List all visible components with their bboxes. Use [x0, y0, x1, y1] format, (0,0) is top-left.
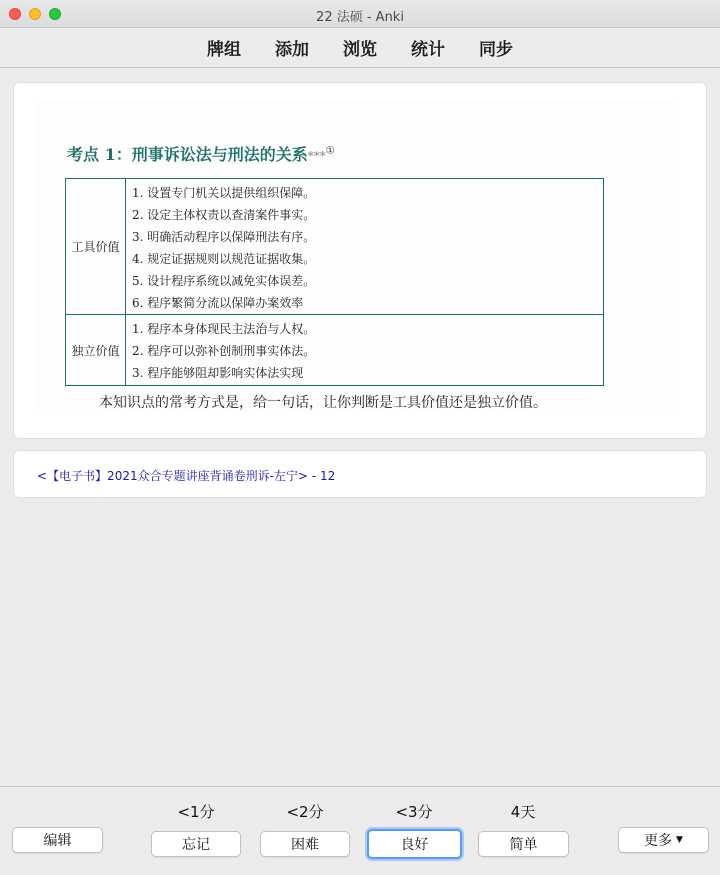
main-toolbar: [0, 28, 720, 68]
card-heading-text: 考点 1：刑事诉讼法与刑法的关系: [67, 145, 308, 164]
footnote-mark: ①: [325, 145, 335, 157]
interval-good: <3分: [395, 803, 433, 821]
table-row: [66, 315, 603, 385]
interval-hard: <2分: [286, 803, 324, 821]
toolbar-browse[interactable]: 浏览: [343, 40, 377, 60]
good-button[interactable]: 良好: [367, 829, 462, 859]
list-item: 1. 设置专门机关以提供组织保障。: [132, 186, 316, 200]
edit-button[interactable]: 编辑: [12, 827, 103, 853]
list-item: 2. 设定主体权责以查清案件事实。: [132, 208, 316, 222]
interval-easy: 4天: [510, 803, 536, 821]
table-category-cell: 工具价值: [66, 179, 126, 314]
list-item: 1. 程序本身体现民主法治与人权。: [132, 322, 316, 336]
table-category-cell: 独立价值: [66, 315, 126, 385]
title-bar: [0, 0, 720, 28]
answer-bar: [0, 786, 720, 875]
list-item: 3. 程序能够阻却影响实体法实现: [132, 366, 304, 380]
toolbar-sync[interactable]: 同步: [479, 40, 513, 60]
toolbar-decks[interactable]: 牌组: [207, 40, 241, 60]
more-button[interactable]: [618, 827, 709, 853]
interval-again: <1分: [177, 803, 215, 821]
table-items-cell: [132, 182, 599, 314]
list-item: 5. 设计程序系统以减免实体误差。: [132, 274, 316, 288]
table-row: [66, 179, 603, 315]
caret-down-icon: ▼: [676, 835, 683, 845]
easy-button[interactable]: 简单: [478, 831, 569, 857]
list-item: 4. 规定证据规则以规范证据收集。: [132, 252, 316, 266]
card-heading: [67, 142, 335, 165]
source-reference: <【电子书】2021众合专题讲座背诵卷刑诉-左宁> - 12: [37, 469, 336, 483]
table-items-cell: [132, 318, 599, 384]
toolbar-add[interactable]: 添加: [275, 40, 309, 60]
more-button-label: 更多: [644, 833, 673, 849]
importance-stars: ***: [307, 149, 326, 163]
hard-button[interactable]: 困难: [260, 831, 350, 857]
card-image: [37, 100, 674, 414]
card-source-panel: [13, 450, 707, 498]
card-answer-panel: [13, 82, 707, 439]
list-item: 2. 程序可以弥补创制刑事实体法。: [132, 344, 316, 358]
knowledge-table: [65, 178, 604, 386]
toolbar-stats[interactable]: 统计: [411, 40, 445, 60]
list-item: 6. 程序繁简分流以保障办案效率: [132, 296, 304, 310]
list-item: 3. 明确活动程序以保障刑法有序。: [132, 230, 316, 244]
window-title: 22 法硕 - Anki: [316, 10, 404, 25]
card-caption: 本知识点的常考方式是，给一句话，让你判断是工具价值还是独立价值。: [99, 395, 547, 411]
again-button[interactable]: 忘记: [151, 831, 241, 857]
